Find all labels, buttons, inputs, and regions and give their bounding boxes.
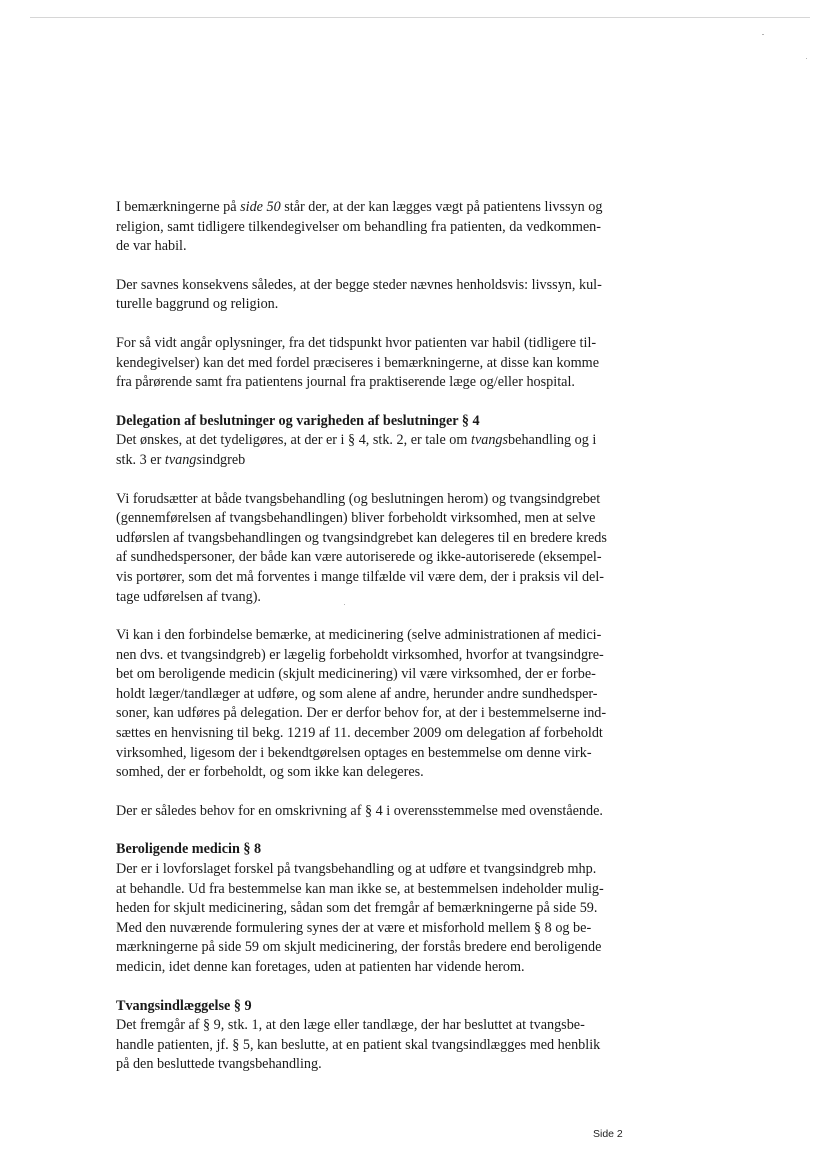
scan-speck (762, 34, 764, 35)
text-line: medicin, idet denne kan foretages, uden at patienten har vidende herom. (116, 959, 525, 975)
text-line: Der er således behov for en omskrivning af § 4 i overensstemmelse med ovenstående. (116, 802, 603, 819)
paragraph-forudsaetter (116, 490, 620, 608)
text-line: nen dvs. et tvangsindgreb) er lægelig forbeholdt virksomhed, hvorfor at tvangsindgre- (116, 646, 604, 663)
letter-body (116, 198, 620, 1094)
text-line: Vi kan i den forbindelse bemærke, at medicinering (selve administrationen af medici- (116, 627, 602, 644)
text-line: handle patienten, jf. § 5, kan beslutte, at en patient skal tvangsindlægges med henblik (116, 1036, 601, 1053)
section-body-beroligende (116, 860, 620, 978)
paragraph-medicinering (116, 626, 620, 783)
text-line: soner, kan udføres på delegation. Der er derfor behov for, at der i bestemmelserne ind- (116, 705, 607, 722)
text-line: For så vidt angår oplysninger, fra det tidspunkt hvor patienten var habil (tidligere til- (116, 334, 597, 351)
page-number: Side 2 (593, 1128, 623, 1140)
text-line: på den besluttede tvangsbehandling. (116, 1056, 322, 1073)
text-line: at behandle. Ud fra bestemmelse kan man ikke se, at bestemmelsen indeholder mulig- (116, 880, 604, 897)
section-body-tvangsindlaeggelse (116, 1016, 620, 1075)
paragraph-livssyn (116, 198, 620, 257)
page-reference: side 50 (240, 199, 281, 215)
text-line: Vi forudsætter at både tvangsbehandling (og beslutningen herom) og tvangsindgrebet (116, 490, 601, 507)
paragraph-konsekvens (116, 276, 620, 315)
section-body-delegation (116, 431, 620, 470)
text-line: virksomhed, ligesom der i bekendtgørelsen optages en bestemmelse om denne virk- (116, 744, 592, 761)
scan-speck (806, 58, 807, 59)
text-line: somhed, der er forbeholdt, og som ikke kan delegeres. (116, 764, 424, 781)
text-line: I bemærkningerne på side 50 står der, at der kan lægges vægt på patientens livssyn og (116, 199, 603, 215)
text-line: holdt læger/tandlæger at udføre, og som alene af andre, herunder andre sundhedsper- (116, 685, 598, 702)
text-line: udførslen af tvangsbehandlingen og tvangsindgrebet kan delegeres til en bredere kreds (116, 529, 607, 546)
section-heading-beroligende: Beroligende medicin § 8 (116, 841, 262, 858)
paragraph-omskrivning (116, 802, 620, 822)
text-line: mærkningerne på side 59 om skjult medicinering, der forstås bredere end beroligende (116, 939, 602, 956)
text-line: kendegivelser) kan det med fordel præciseres i bemærkningerne, at disse kan komme (116, 354, 600, 371)
text-line: tage udførelsen af tvang). (116, 588, 261, 605)
scan-edge-line (30, 17, 810, 18)
text-line: vis portører, som det må forventes i mange tilfælde vil være dem, der i praksis vil del- (116, 568, 604, 585)
text-line: (gennemførelsen af tvangsbehandlingen) bliver forbeholdt virksomhed, men at selve (116, 510, 596, 527)
section-heading-delegation: Delegation af beslutninger og varigheden af beslutninger § 4 (116, 412, 480, 429)
text-line: Det ønskes, at det tydeligøres, at der er i § 4, stk. 2, er tale om tvangsbehandling og i (116, 432, 597, 449)
text-line: Der savnes konsekvens således, at der begge steder nævnes henholdsvis: livssyn, kul- (116, 276, 602, 293)
text-line: af sundhedspersoner, der både kan være autoriserede og ikke-autoriserede (eksempel- (116, 549, 602, 566)
text-line: Med den nuværende formulering synes der at være et misforhold mellem § 8 og be- (116, 919, 592, 936)
text-line: de var habil. (116, 238, 187, 255)
text-line: Det fremgår af § 9, stk. 1, at den læge eller tandlæge, der har besluttet at tvangsbe- (116, 1017, 585, 1034)
text-line: sættes en henvisning til bekg. 1219 af 11. december 2009 om delegation af forbeholdt (116, 725, 603, 742)
text-line: heden for skjult medicinering, sådan som det fremgår af bemærkningerne på side 59. (116, 900, 598, 917)
text-line: turelle baggrund og religion. (116, 296, 279, 313)
text-line: Der er i lovforslaget forskel på tvangsbehandling og at udføre et tvangsindgreb mhp. (116, 861, 597, 878)
text-line: religion, samt tidligere tilkendegivelser om behandling fra patienten, da vedkommen- (116, 218, 601, 235)
text-line: fra pårørende samt fra patientens journal fra praktiserende læge og/eller hospital. (116, 374, 575, 391)
section-heading-tvangsindlaeggelse: Tvangsindlæggelse § 9 (116, 997, 252, 1014)
paragraph-oplysninger (116, 334, 620, 393)
text-line: bet om beroligende medicin (skjult medicinering) vil være virksomhed, der er forbe- (116, 666, 596, 683)
text-line: stk. 3 er tvangsindgreb (116, 451, 246, 468)
